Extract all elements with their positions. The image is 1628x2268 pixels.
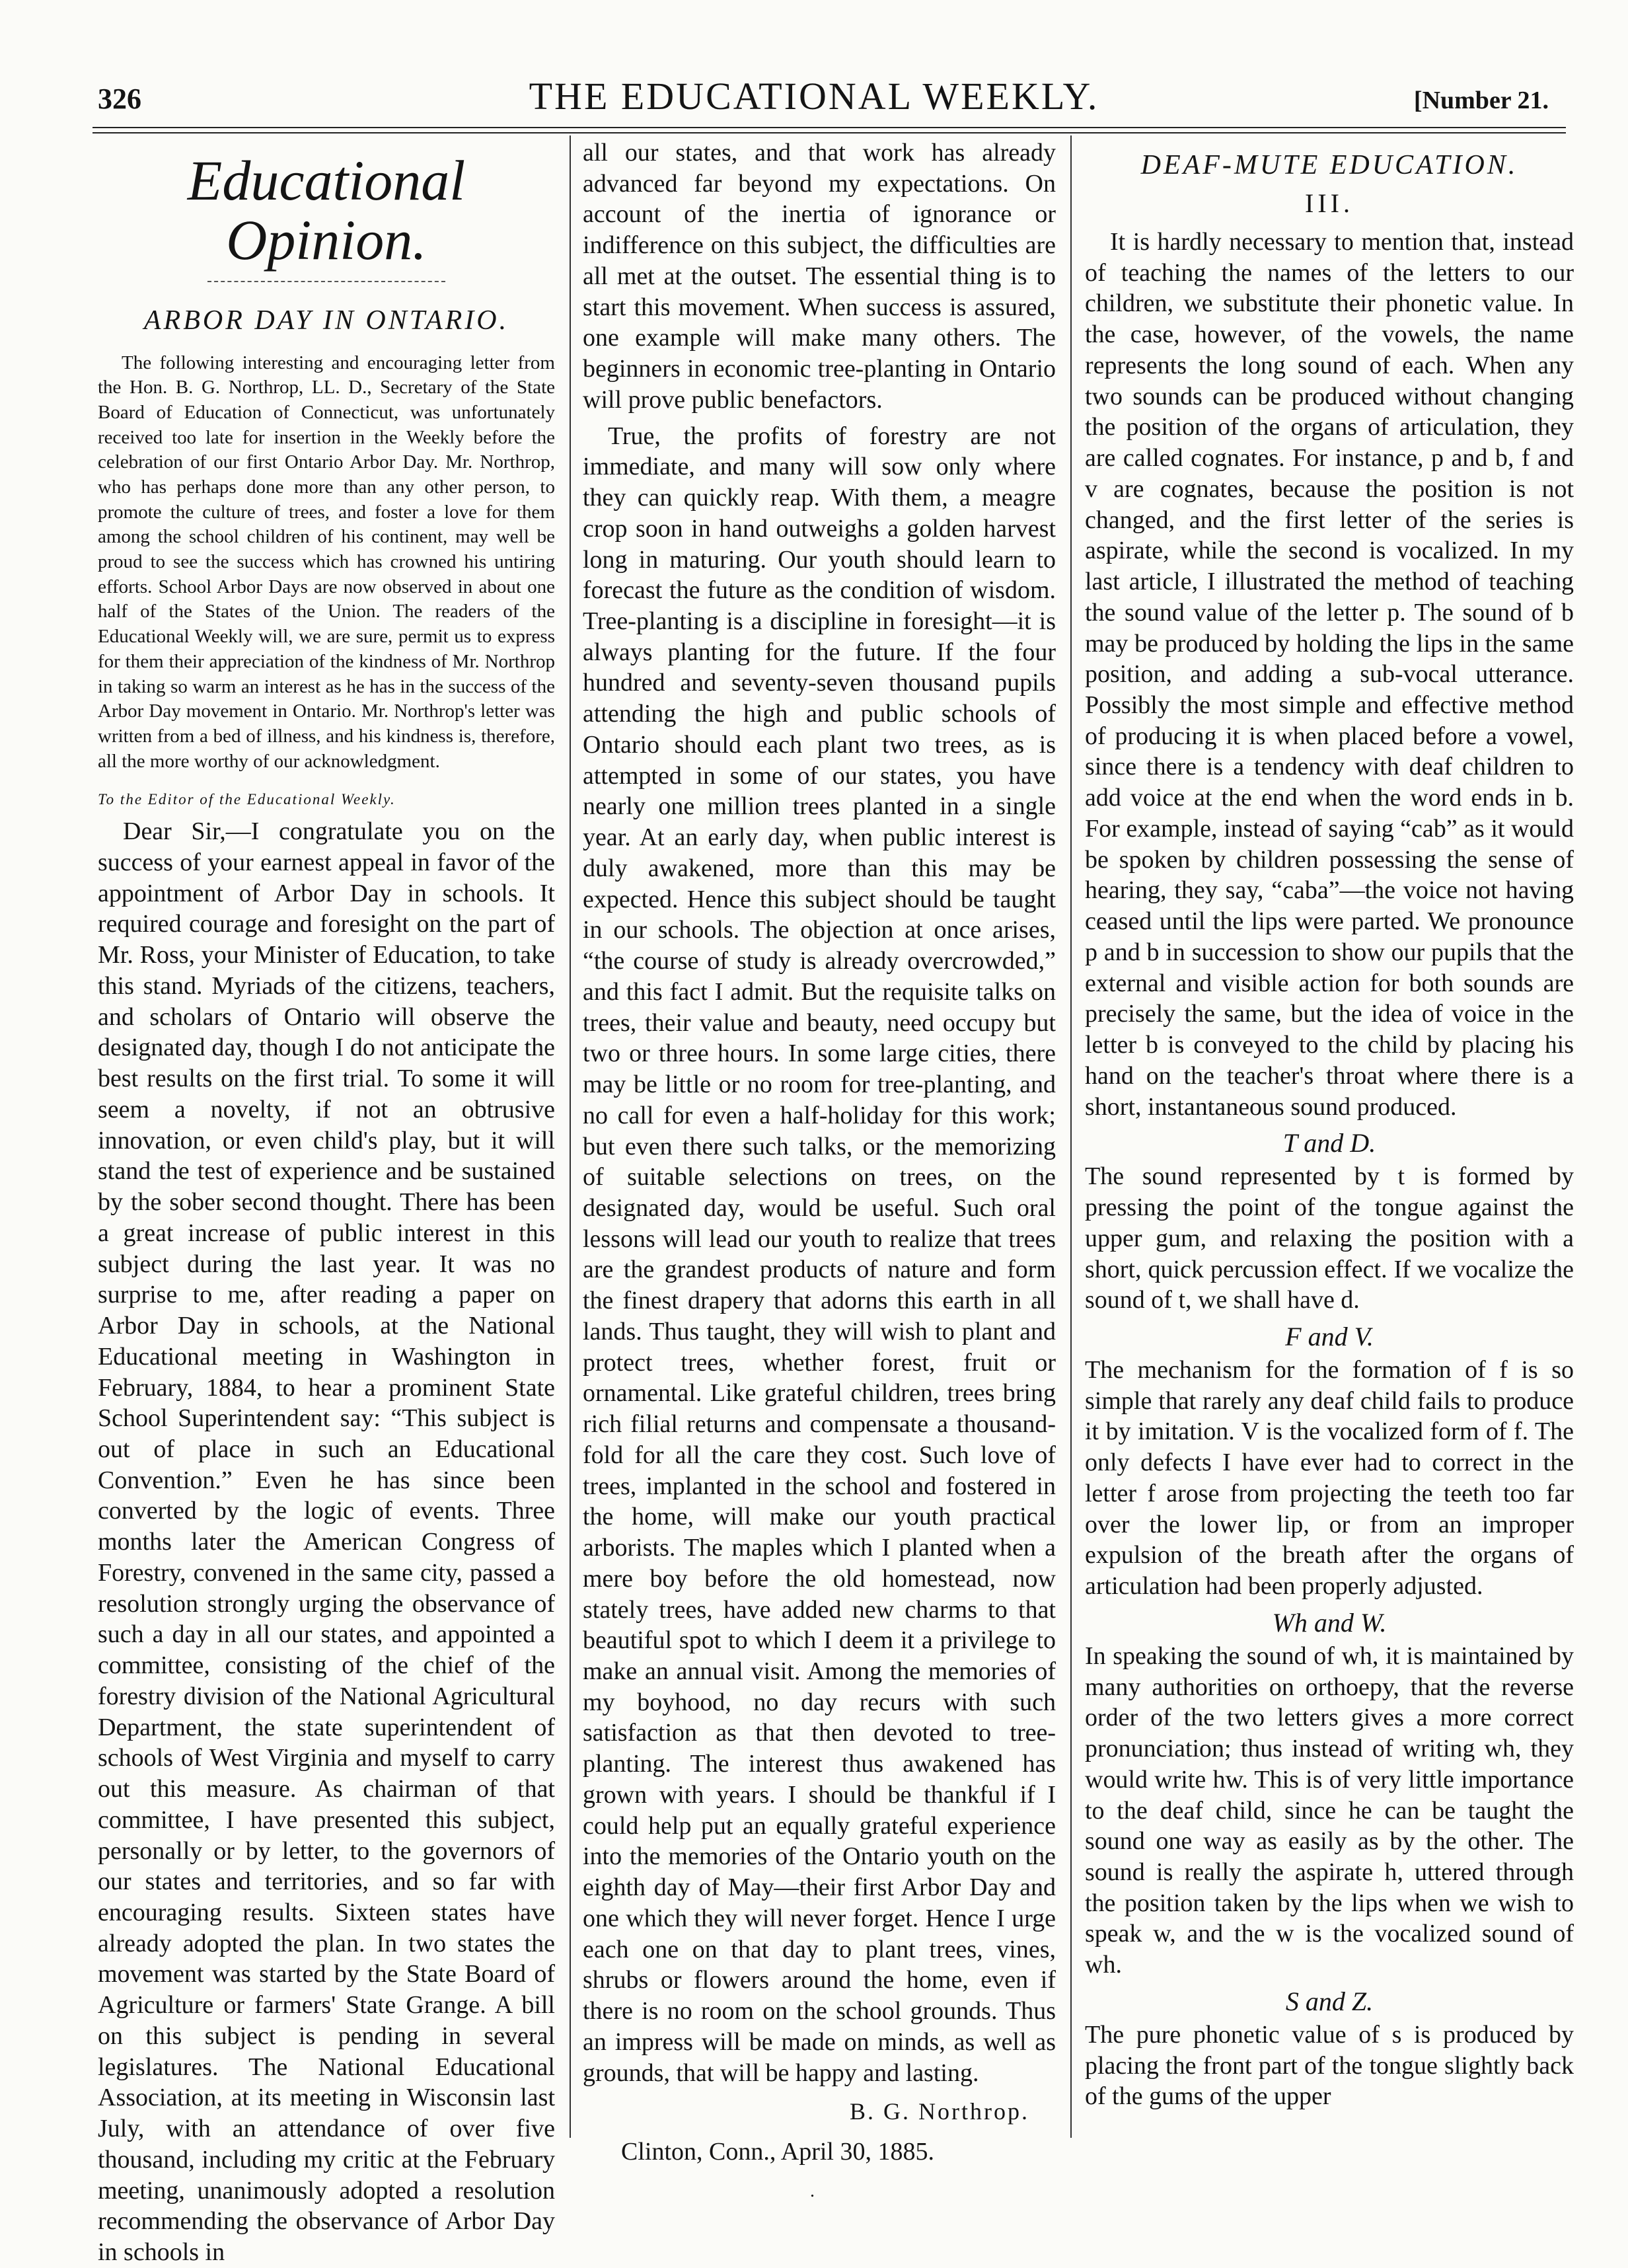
article-number: III.	[1305, 188, 1354, 218]
letter-salutation: To the Editor of the Educational Weekly.	[98, 791, 396, 808]
column-right	[1085, 137, 1574, 2136]
page-header	[0, 0, 1628, 132]
column-left	[98, 137, 555, 2267]
letter-body-part2: all our states, and that work has already advanced far beyond my expectations. On account of the inertia of ignorance or indifference on this subject, the difficulties are all met at the outset. The essential thing is to start this movement. When success is assured, one example will make many others. The beginners in economic tree-planting in Ontario will prove public benefactors.	[583, 139, 1056, 414]
header-rule-top	[92, 127, 1566, 128]
letter-signature: B. G. Northrop.	[850, 2098, 1029, 2125]
paragraph-t-and-d: The sound represented by t is formed by pressing the point of the tongue against the upper gum, and relaxing the position with a short, quick percussion effect. If we vocalize the sound of t, we shall have d.	[1085, 1162, 1574, 1314]
letter-body-part1: Dear Sir,—I congratulate you on the success of your earnest appeal in favor of the appointment of Arbor Day in schools. It required courage and foresight on the part of Mr. Ross, your Minister of Education, to take this stand. Myriads of the citizens, teachers, and scholars of Ontario will observe the designated day, though I do not anticipate the best results on the first trial. To some it will seem a novelty, if not an obtrusive innovation, or even child's play, but it will stand the test of experience and be sustained by the sober second thought. There has been a great increase of public interest in this subject during the last year. It was no surprise to me, after reading a paper on Arbor Day in schools, at the National Educational meeting in Washington in February, 1884, to hear a prominent State School Superintendent say: “This subject is out of place in such an Educational Convention.” Even he has since been converted by the logic of events. Three months later the American Congress of Forestry, convened in the same city, passed a resolution strongly urging the observance of such a day in all our states, and appointed a committee, consisting of the chief of the forestry division of the National Agricultural Department, the state superintendent of schools of West Virginia and myself to carry out this measure. As chairman of that committee, I have presented this subject, personally or by letter, to the governors of our states and territories, and so far with encouraging results. Sixteen states have already adopted the plan. In two states the movement was started by the State Board of Agriculture or farmers' State Grange. A bill on this subject is pending in several legislatures. The National Educational Association, at its meeting in Wisconsin last July, with an attendance of over five thousand, including my critic at the February meeting, unanimously adopted a resolution recommending the observance of Arbor Day in schools in	[98, 817, 555, 2267]
subhead-wh-and-w: Wh and W.	[1272, 1607, 1387, 1638]
header-rule-bottom	[92, 132, 1566, 133]
column-rule-1	[570, 135, 571, 2138]
paragraph-s-and-z: The pure phonetic value of s is produced by placing the front part of the tongue slightly back of the gums of the upper	[1085, 2020, 1574, 2111]
footer-mark: .	[810, 2181, 815, 2201]
subhead-s-and-z: S and Z.	[1285, 1986, 1374, 2016]
letter-body-part3: True, the profits of forestry are not immediate, and many will sow only where they can quickly reap. With them, a meagre crop soon in hand outweighs a golden harvest long in maturing. Our youth should learn to forecast the future as the condition of wisdom. Tree-planting is a discipline in foresight—it is always planting for the future. If the four hundred and seventy-seven thousand pupils attending the high and public schools of Ontario should each plant two trees, as is attempted in some of our states, you have nearly one million trees planted in a single year. At an early day, when public interest is duly awakened, more than this may be expected. Hence this subject should be taught in our schools. The objection at once arises, “the course of study is already overcrowded,” and this fact I admit. But the requisite talks on trees, their value and beauty, need occupy but two or three hours. In some large cities, there may be little or no room for tree-planting, and no call for even a half-holiday for this work; but even there such talks, or the memorizing of suitable selections on trees, on the designated day, would be useful. Such oral lessons will lead our youth to realize that trees are the grandest products of nature and form the finest drapery that adorns this earth in all lands. Thus taught, they will wish to plant and protect trees, whether forest, fruit or ornamental. Like grateful children, trees bring rich filial returns and compensate a thousand-fold for all the care they cost. Such love of trees, implanted in the school and fostered in the home, will make our youth practical arborists. The maples which I planted when a mere boy before the old homestead, now stately trees, have added new charms to that beautiful spot to which I deem it a privilege to make an annual visit. Among the memories of my boyhood, no day recurs with such satisfaction as that then devoted to tree-planting. The interest thus awakened has grown with years. I should be thankful if I could help put an equally grateful experience into the memories of the Ontario youth on the eighth day of May—their first Arbor Day and one which they will never forget. Hence I urge each one on that day to plant trees, vines, shrubs or flowers around the home, even if there is no room on the school grounds. Thus an impress will be made on minds, as well as grounds, that will be happy and lasting.	[583, 422, 1056, 2087]
page-number: 326	[98, 83, 141, 115]
subhead-f-and-v: F and V.	[1285, 1321, 1374, 1351]
subhead-t-and-d: T and D.	[1282, 1128, 1376, 1158]
article-title-arbor-day: ARBOR DAY IN ONTARIO.	[143, 305, 509, 336]
column-middle	[583, 137, 1056, 2166]
article-title-deaf-mute: DEAF-MUTE EDUCATION.	[1140, 150, 1518, 180]
editorial-intro: The following interesting and encouraging letter from the Hon. B. G. Northrop, LL. D., Secretary of the State Board of Education of Connecticut, was unfortunately received too late for insertion in the Weekly before the celebration of our first Ontario Arbor Day. Mr. Northrop, who has perhaps done more than any other person, to promote the culture of trees, and foster a love for them among the school children of his continent, may well be proud to see the success which has crowned his untiring efforts. School Arbor Days are now observed in about one half of the States of the Union. The readers of the Educational Weekly will, we are sure, permit us to express for them their appreciation of the kindness of Mr. Northrop in taking so warm an interest as he has in the success of the Arbor Day movement in Ontario. Mr. Northrop's letter was written from a bed of illness, and his kindness is, therefore, all the more worthy of our acknowledgment.	[98, 352, 555, 772]
paragraph-f-and-v: The mechanism for the formation of f is so simple that rarely any deaf child fails to produce it by imitation. V is the vocalized form of f. The only defects I have ever had to correct in the letter f arose from projecting the teeth too far over the lower lip, or from an improper expulsion of the breath after the organs of articulation had been properly adjusted.	[1085, 1355, 1574, 1601]
letter-dateline: Clinton, Conn., April 30, 1885.	[621, 2138, 934, 2166]
journal-title: THE EDUCATIONAL WEEKLY.	[529, 75, 1099, 118]
paragraph-wh-and-w: In speaking the sound of wh, it is maintained by many authorities on orthoepy, that the reverse order of the two letters gives a more correct pronunciation; thus instead of writing wh, they would write hw. This is of very little importance to the deaf child, since he can be taught the sound one way as easily as by the other. The sound is really the aspirate h, uttered through the position taken by the lips when we wish to speak w, and the w is the vocalized sound of wh.	[1085, 1642, 1574, 1979]
deaf-mute-intro-paragraph: It is hardly necessary to mention that, instead of teaching the names of the letters to our children, we substitute their phonetic value. In the case, however, of the vowels, the name represents the long sound of each. When any two sounds can be produced without changing the position of the organs of articulation, they are called cognates. For instance, p and b, f and v are cognates, because the position is not changed, and the first letter of the series is aspirate, while the second is vocalized. In my last article, I illustrated the method of teaching the sound value of the letter p. The sound of b may be produced by holding the lips in the same position, and adding a sub-vocal utterance. Possibly the most simple and effective method of producing it is when placed before a vowel, since there is a tendency with deaf children to add voice at the end when the word ends in b. For example, instead of saying “cab” as it would be spoken by children possessing the sense of hearing, they say, “caba”—the voice not having ceased until the lips were parted. We pronounce p and b in succession to show our pupils that the external and visible action for both sounds are precisely the same, but the idea of voice in the letter b is conveyed to the child by placing his hand on the teacher's throat where there is a short, instantaneous sound produced.	[1085, 228, 1574, 1121]
section-title-rule	[207, 281, 445, 282]
section-title: Educational Opinion.	[187, 149, 466, 272]
issue-number: [Number 21.	[1413, 87, 1549, 114]
column-rule-2	[1070, 135, 1072, 2138]
